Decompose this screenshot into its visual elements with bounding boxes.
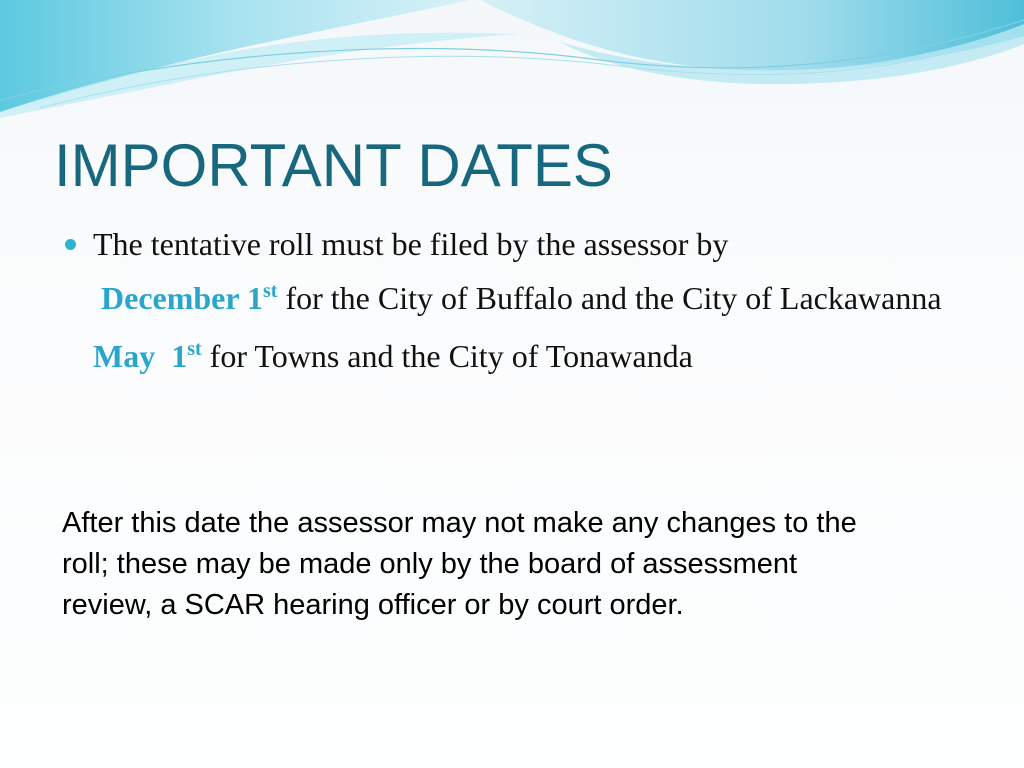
date-item-december (62, 276, 942, 320)
date-description: for the City of Buffalo and the City of Lackawanna (277, 280, 942, 316)
bullet-icon (65, 239, 76, 250)
date-label: May 1st (93, 338, 202, 374)
content-list (62, 224, 942, 378)
date-suffix: st (263, 280, 278, 302)
list-item (62, 224, 942, 264)
bullet-text: The tentative roll must be filed by the assessor by (93, 226, 729, 262)
date-suffix: st (187, 338, 202, 360)
date-description: for Towns and the City of Tonawanda (201, 338, 693, 374)
date-label: December 1st (101, 280, 278, 316)
wave-decoration (0, 0, 1024, 120)
date-item-may (62, 334, 942, 378)
note-paragraph: After this date the assessor may not make any changes to the roll; these may be made only by the board of assessment review, a SCAR hearing officer or by court order. (62, 507, 857, 621)
slide-title: IMPORTANT DATES (54, 132, 613, 199)
